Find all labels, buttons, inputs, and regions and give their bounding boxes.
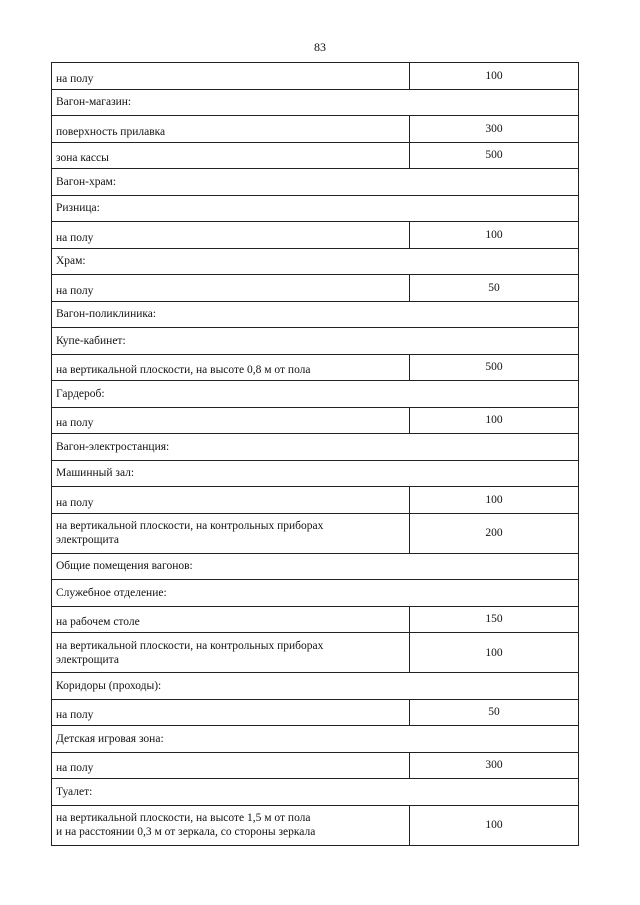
table-row	[52, 606, 579, 633]
section-row	[52, 195, 579, 222]
table-row	[52, 805, 579, 845]
row-label-line: на вертикальной плоскости, на контрольных приборах	[56, 639, 324, 652]
row-value: 150	[410, 606, 579, 633]
row-label	[52, 805, 410, 845]
table-row	[52, 699, 579, 726]
table-row	[52, 116, 579, 143]
section-label: Общие помещения вагонов:	[52, 553, 579, 580]
row-label: на полу	[52, 752, 410, 779]
row-label-line: электрощита	[56, 534, 119, 546]
section-label: Вагон-электростанция:	[52, 434, 579, 461]
row-label: на полу	[52, 63, 410, 90]
illumination-norms-table	[51, 62, 579, 846]
row-value: 100	[410, 407, 579, 434]
row-value: 500	[410, 142, 579, 169]
table-row	[52, 63, 579, 90]
page-number: 83	[314, 40, 326, 54]
section-row	[52, 89, 579, 116]
section-label: Машинный зал:	[52, 460, 579, 487]
table-row	[52, 407, 579, 434]
row-label: на полу	[52, 699, 410, 726]
section-label: Вагон-поликлиника:	[52, 301, 579, 328]
row-label: на вертикальной плоскости, на высоте 0,8 м от пола	[52, 354, 410, 381]
table-row	[52, 513, 579, 553]
section-label: Храм:	[52, 248, 579, 275]
section-row	[52, 580, 579, 607]
row-label: на полу	[52, 275, 410, 302]
section-row	[52, 169, 579, 196]
row-label-line: и на расстоянии 0,3 м от зеркала, со стороны зеркала	[56, 826, 316, 838]
row-value: 300	[410, 752, 579, 779]
row-value: 100	[410, 222, 579, 249]
table-row	[52, 487, 579, 514]
row-value: 200	[410, 513, 579, 553]
row-label: на полу	[52, 487, 410, 514]
row-label: поверхность прилавка	[52, 116, 410, 143]
section-label: Гардероб:	[52, 381, 579, 408]
row-value: 100	[410, 633, 579, 673]
row-value: 300	[410, 116, 579, 143]
section-row	[52, 553, 579, 580]
section-label: Детская игровая зона:	[52, 726, 579, 753]
section-row	[52, 381, 579, 408]
section-row	[52, 726, 579, 753]
section-row	[52, 779, 579, 806]
row-label-line: на вертикальной плоскости, на высоте 1,5 м от пола	[56, 812, 311, 824]
section-label: Купе-кабинет:	[52, 328, 579, 355]
row-label: на полу	[52, 407, 410, 434]
row-value: 50	[410, 275, 579, 302]
section-row	[52, 673, 579, 700]
row-label	[52, 633, 410, 673]
row-label	[52, 513, 410, 553]
section-label: Служебное отделение:	[52, 580, 579, 607]
section-label: Вагон-храм:	[52, 169, 579, 196]
section-label: Вагон-магазин:	[52, 89, 579, 116]
section-row	[52, 301, 579, 328]
section-row	[52, 328, 579, 355]
section-row	[52, 248, 579, 275]
row-value: 50	[410, 699, 579, 726]
table-row	[52, 752, 579, 779]
section-label: Туалет:	[52, 779, 579, 806]
section-row	[52, 460, 579, 487]
row-label: на рабочем столе	[52, 606, 410, 633]
table-row	[52, 354, 579, 381]
row-label-line: на вертикальной плоскости, на контрольных приборах	[56, 520, 324, 532]
row-label-line: электрощита	[56, 653, 119, 666]
table-row	[52, 633, 579, 673]
row-value: 100	[410, 805, 579, 845]
table-row	[52, 142, 579, 169]
table-row	[52, 222, 579, 249]
row-value: 500	[410, 354, 579, 381]
row-label: на полу	[52, 222, 410, 249]
row-value: 100	[410, 63, 579, 90]
table-row	[52, 275, 579, 302]
section-row	[52, 434, 579, 461]
row-value: 100	[410, 487, 579, 514]
row-label: зона кассы	[52, 142, 410, 169]
section-label: Коридоры (проходы):	[52, 673, 579, 700]
section-label: Ризница:	[52, 195, 579, 222]
